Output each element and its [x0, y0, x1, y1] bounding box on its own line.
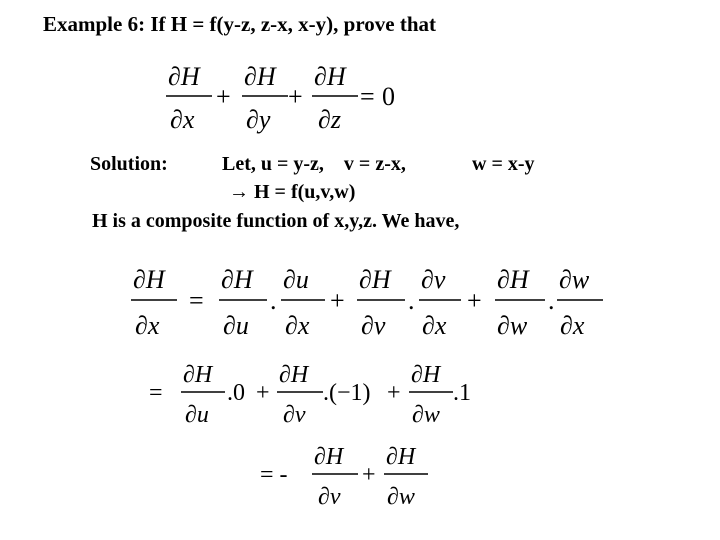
chain-rule-equation: [125, 260, 615, 342]
svg-text:0: 0: [382, 82, 395, 111]
svg-text:+: +: [467, 286, 482, 315]
svg-text:∂x: ∂x: [135, 311, 160, 340]
svg-text:∂v: ∂v: [421, 265, 446, 294]
svg-text:+: +: [330, 286, 345, 315]
svg-text:∂w: ∂w: [412, 402, 440, 428]
svg-text:=: =: [360, 82, 375, 111]
svg-text:.: .: [408, 286, 415, 315]
svg-text:∂H: ∂H: [411, 362, 441, 388]
svg-text:∂x: ∂x: [285, 311, 310, 340]
composite-text: H is a composite function of x,y,z. We have,: [92, 210, 460, 232]
svg-text:+: +: [288, 82, 303, 111]
prove-equation: [160, 58, 420, 138]
example-title: Example 6: If H = f(y-z, z-x, x-y), prove that: [43, 12, 437, 36]
svg-text:∂H: ∂H: [183, 362, 213, 388]
svg-text:∂w: ∂w: [497, 311, 528, 340]
svg-text:∂u: ∂u: [223, 311, 249, 340]
svg-text:∂v: ∂v: [318, 484, 341, 510]
svg-text:∂v: ∂v: [283, 402, 306, 428]
svg-text:.: .: [270, 286, 277, 315]
svg-text:∂H: ∂H: [359, 265, 391, 294]
svg-text:∂x: ∂x: [422, 311, 447, 340]
svg-text:=: =: [189, 286, 204, 315]
solution-label: Solution:: [90, 153, 168, 175]
svg-text:∂H: ∂H: [168, 62, 200, 91]
svg-text:∂H: ∂H: [279, 362, 309, 388]
svg-text:= -: = -: [260, 462, 288, 488]
svg-text:∂H: ∂H: [314, 444, 344, 470]
function-arrow-text: → H = f(u,v,w): [229, 181, 356, 203]
svg-text:.: .: [548, 286, 555, 315]
svg-text:+: +: [256, 380, 270, 406]
svg-text:∂x: ∂x: [560, 311, 585, 340]
svg-text:∂H: ∂H: [497, 265, 529, 294]
svg-text:∂v: ∂v: [361, 311, 386, 340]
svg-text:.0: .0: [227, 380, 245, 406]
svg-text:∂w: ∂w: [559, 265, 590, 294]
svg-text:∂H: ∂H: [314, 62, 346, 91]
svg-text:=: =: [149, 380, 163, 406]
w-definition: w = x-y: [472, 153, 535, 175]
svg-text:+: +: [216, 82, 231, 111]
svg-text:∂u: ∂u: [185, 402, 209, 428]
svg-text:∂u: ∂u: [283, 265, 309, 294]
svg-text:∂w: ∂w: [387, 484, 415, 510]
svg-text:∂H: ∂H: [386, 444, 416, 470]
svg-text:∂z: ∂z: [318, 105, 341, 134]
svg-text:∂x: ∂x: [170, 105, 195, 134]
svg-text:.(−1): .(−1): [323, 380, 371, 406]
svg-text:+: +: [362, 462, 376, 488]
final-equation: [258, 440, 438, 512]
let-text: Let, u = y-z, v = z-x,: [222, 153, 406, 175]
svg-text:∂y: ∂y: [246, 105, 271, 134]
svg-text:∂H: ∂H: [244, 62, 276, 91]
svg-text:∂H: ∂H: [133, 265, 165, 294]
svg-text:+: +: [387, 380, 401, 406]
svg-text:.1: .1: [453, 380, 471, 406]
substituted-equation: [145, 358, 485, 430]
svg-text:∂H: ∂H: [221, 265, 253, 294]
